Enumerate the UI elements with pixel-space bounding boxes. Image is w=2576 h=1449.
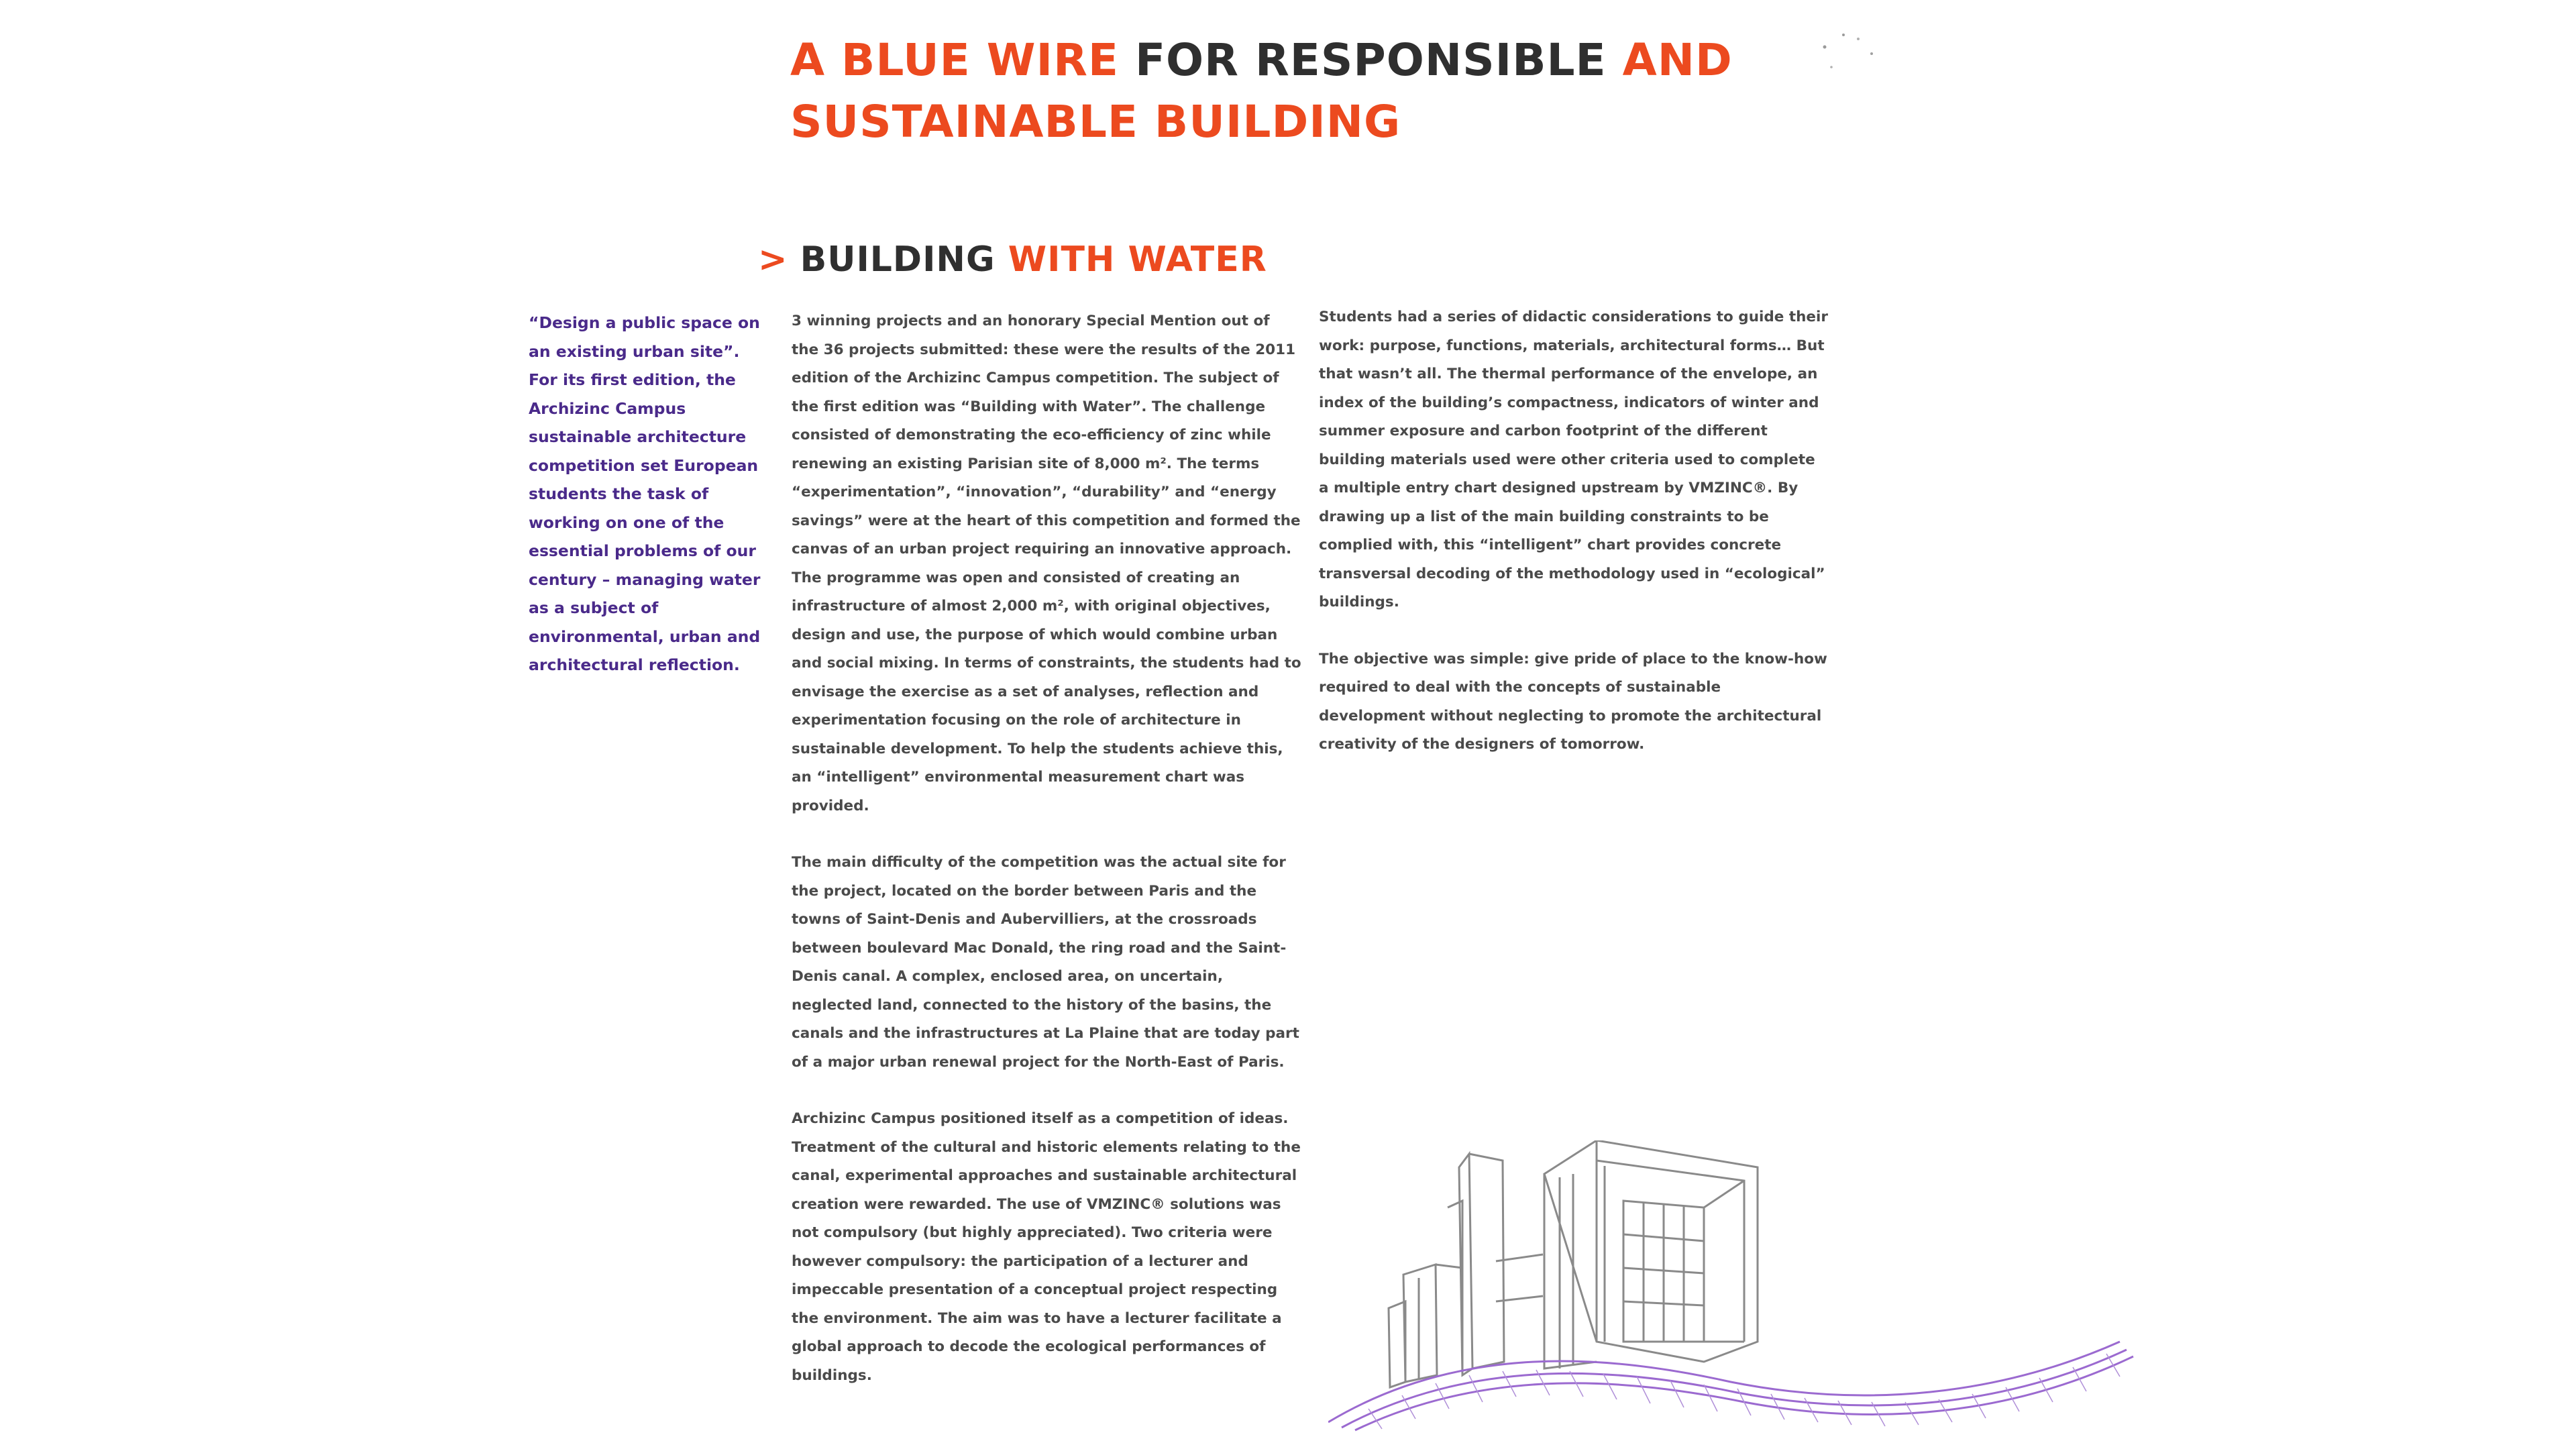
title-highlight-2: AND SUSTAINABLE BUILDING <box>790 34 1733 148</box>
paragraph: The main difficulty of the competition was the actual site for the project, located on the border between Paris and the towns of Saint-Denis and Aubervilliers, at the crossroads between boulevard Mac Donald, the ring road and the Saint-Denis canal. A complex, enclosed area, on uncertain, neglected land, connected to the history of the basins, the canals and the infrastructures at La Plaine that are today part of a major urban renewal project for the North-East of Paris. <box>792 854 1299 1071</box>
arrow-right-icon: > <box>758 239 788 280</box>
section-heading-part1: BUILDING <box>800 239 1008 280</box>
building-sketch-illustration <box>1328 1140 2147 1436</box>
title-middle: FOR RESPONSIBLE <box>1118 34 1623 86</box>
building-outline <box>1389 1140 1758 1387</box>
section-heading-part2: WITH WATER <box>1008 239 1267 280</box>
wave-ground-line <box>1328 1342 2133 1430</box>
decorative-specks <box>1811 27 1905 107</box>
body-column-1 <box>792 307 1301 1418</box>
sidebar-quote: “Design a public space on an existing urban site”. For its first edition, the Archizinc Campus sustainable architecture competition set European students the task of working on one of the essential problems of our century – managing water as a subject of environmental, urban and architectural reflection. <box>529 313 761 674</box>
paragraph: 3 winning projects and an honorary Special Mention out of the 36 projects submitted: these were the results of the 2011 edition of the Archizinc Campus competition. The subject of the first edition was “Building with Water”. The challenge consisted of demonstrating the eco-efficiency of zinc while renewing an existing Parisian site of 8,000 m². The terms “experimentation”, “innovation”, “durability” and “energy savings” were at the heart of this competition and formed the canvas of an urban project requiring an innovative approach. The programme was open and consisted of creating an infrastructure of almost 2,000 m², with original objectives, design and use, the purpose of which would combine urban and social mixing. In terms of constraints, the students had to envisage the exercise as a set of analyses, reflection and experimentation focusing on the role of architecture in sustainable development. To help the students achieve this, an “intelligent” environmental measurement chart was provided. <box>792 313 1301 814</box>
body-column-2 <box>1319 303 1829 788</box>
paragraph: Students had a series of didactic considerations to guide their work: purpose, functions, materials, architectural forms… But that wasn’t all. The thermal performance of the envelope, an index of the building’s compactness, indicators of winter and summer exposure and carbon footprint of the different building materials used were other criteria used to complete a multiple entry chart designed upstream by VMZINC®. By drawing up a list of the main building constraints to be complied with, this “intelligent” chart provides concrete transversal decoding of the methodology used in “ecological” buildings. <box>1319 309 1828 610</box>
paragraph: The objective was simple: give pride of place to the know-how required to deal with the concepts of sustainable development without neglecting to promote the architectural creativity of the designers of tomorrow. <box>1319 650 1827 753</box>
paragraph: Archizinc Campus positioned itself as a competition of ideas. Treatment of the cultural and historic elements relating to the canal, experimental approaches and sustainable architectural creation were rewarded. The use of VMZINC® solutions was not compulsory (but highly appreciated). Two criteria were however compulsory: the participation of a lecturer and impeccable presentation of a conceptual project respecting the environment. The aim was to have a lecturer facilitate a global approach to decode the ecological performances of buildings. <box>792 1110 1301 1384</box>
title-highlight-1: A BLUE WIRE <box>790 34 1119 86</box>
page-title <box>790 30 1864 153</box>
section-heading <box>758 236 1267 283</box>
